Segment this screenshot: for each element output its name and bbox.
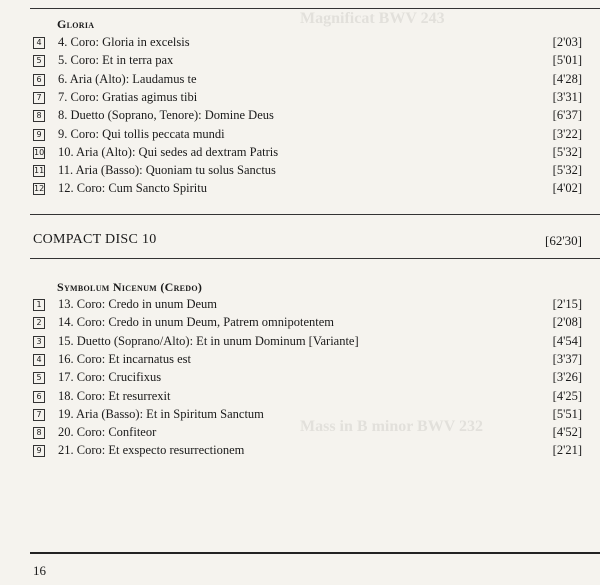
track-title: 8. Duetto (Soprano, Tenore): Domine Deus	[58, 108, 274, 123]
track-duration: [2'08]	[552, 315, 582, 330]
track-row	[33, 406, 582, 423]
track-duration: [5'32]	[552, 144, 582, 159]
track-title: 13. Coro: Credo in unum Deum	[58, 297, 218, 311]
track-row	[33, 71, 582, 88]
track-duration: [4'52]	[552, 425, 582, 440]
track-row	[33, 314, 582, 331]
track-index-box: 4	[33, 354, 45, 366]
track-index-box: 6	[33, 391, 45, 403]
track-duration: [4'28]	[552, 71, 582, 86]
track-row	[33, 442, 582, 459]
track-index-box: 6	[33, 74, 45, 86]
track-duration: [3'26]	[552, 370, 582, 385]
track-duration: [5'01]	[552, 53, 582, 68]
track-duration: [4'25]	[552, 388, 582, 403]
track-row	[33, 296, 582, 313]
track-duration: [2'21]	[552, 443, 582, 458]
track-index-box: 5	[33, 55, 45, 67]
track-index-box: 7	[33, 92, 45, 104]
track-index-box: 12	[34, 184, 45, 194]
track-index-box: 10	[34, 147, 45, 157]
track-duration: [4'02]	[552, 181, 582, 196]
track-duration: [3'31]	[552, 89, 582, 104]
track-title: 4. Coro: Gloria in excelsis	[58, 35, 190, 49]
track-title: 12. Coro: Cum Sancto Spiritu	[58, 181, 207, 196]
track-row	[33, 388, 582, 405]
page-number: 16	[33, 563, 46, 578]
track-duration: [2'15]	[552, 297, 582, 311]
track-index-box: 4	[33, 37, 45, 49]
track-duration: [5'51]	[552, 406, 582, 421]
track-row	[33, 89, 582, 106]
track-row	[33, 52, 582, 69]
track-index-box: 3	[33, 336, 45, 348]
top-rule	[30, 8, 600, 9]
track-row	[33, 424, 582, 441]
track-title: 19. Aria (Basso): Et in Spiritum Sanctum	[58, 406, 264, 421]
track-title: 11. Aria (Basso): Quoniam tu solus Sanctus	[58, 163, 276, 178]
section-rule	[30, 214, 600, 215]
track-duration: [4'54]	[552, 333, 582, 348]
track-index-box: 11	[34, 166, 45, 176]
track-title: 14. Coro: Credo in unum Deum, Patrem omnipotentem	[58, 315, 335, 330]
track-title: 9. Coro: Qui tollis peccata mundi	[58, 126, 225, 141]
track-title: 6. Aria (Alto): Laudamus te	[58, 71, 197, 86]
bleed-through-texture: Magnificat BWV 243 Mass in B minor BWV 232	[300, 10, 483, 435]
track-title: 16. Coro: Et incarnatus est	[58, 351, 191, 366]
track-index-box: 7	[33, 409, 45, 421]
track-row	[33, 144, 582, 161]
track-title: 21. Coro: Et exspecto resurrectionem	[58, 443, 245, 458]
track-row	[33, 107, 582, 124]
track-title: 20. Coro: Confiteor	[58, 425, 157, 440]
track-index-box: 2	[33, 317, 45, 329]
track-index-box: 9	[33, 445, 45, 457]
track-index-box: 8	[33, 110, 45, 122]
track-row	[33, 333, 582, 350]
track-index-box: 9	[33, 129, 45, 141]
track-duration: [3'22]	[552, 126, 582, 141]
track-row	[33, 126, 582, 143]
track-row	[33, 369, 582, 386]
track-title: 5. Coro: Et in terra pax	[58, 53, 174, 68]
track-index-box: 1	[33, 299, 45, 311]
track-duration: [2'03]	[552, 35, 582, 49]
track-index-box: 5	[33, 372, 45, 384]
track-row	[33, 351, 582, 368]
section-title-credo: Symbolum Nicenum (Credo)	[57, 280, 203, 294]
track-duration: [6'37]	[552, 108, 582, 123]
track-index-box: 8	[33, 427, 45, 439]
track-row	[33, 162, 582, 179]
disc-heading: COMPACT DISC 10	[33, 232, 157, 247]
track-duration: [3'37]	[552, 351, 582, 366]
bottom-rule	[30, 552, 600, 554]
track-row	[33, 34, 582, 51]
track-title: 17. Coro: Crucifixus	[58, 370, 162, 385]
track-row	[33, 180, 582, 197]
track-title: 18. Coro: Et resurrexit	[58, 388, 171, 403]
track-title: 15. Duetto (Soprano/Alto): Et in unum Dominum [Variante]	[58, 333, 359, 348]
disc-total-time: [62'30]	[544, 233, 582, 248]
track-duration: [5'32]	[552, 163, 582, 178]
track-title: 10. Aria (Alto): Qui sedes ad dextram Patris	[58, 144, 279, 159]
disc-rule	[30, 258, 600, 259]
section-title-gloria: Gloria	[57, 17, 95, 31]
track-title: 7. Coro: Gratias agimus tibi	[58, 89, 198, 104]
